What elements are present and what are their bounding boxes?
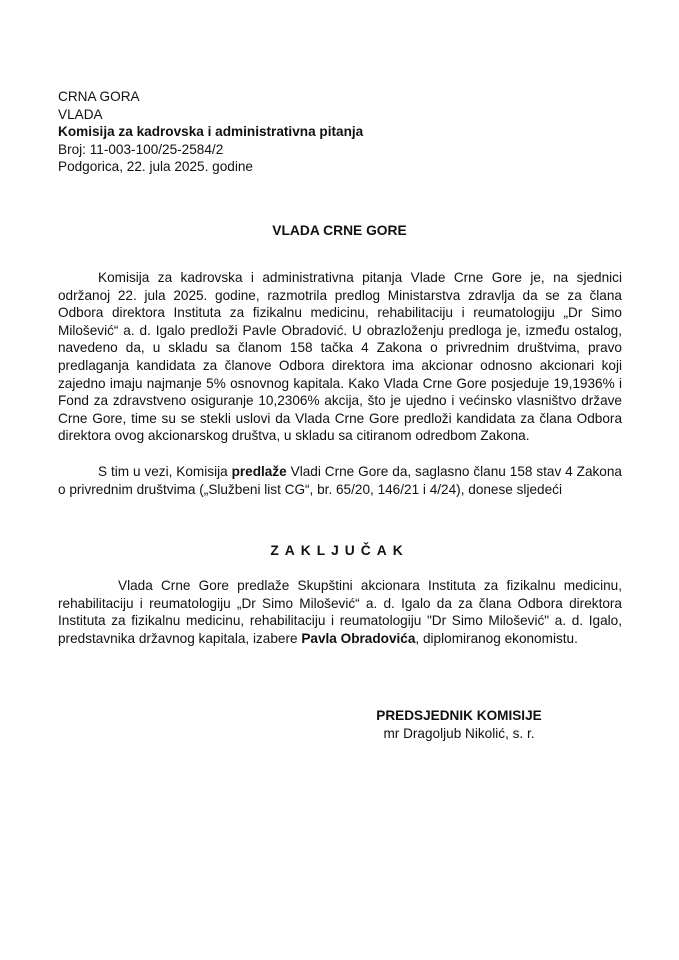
paragraph-proposal-after: Vladi Crne Gore da, saglasno članu 158 stav 4 Zakona o privrednim društvima („Službeni list CG“, br. 65/20, 146/21 i 4/24), donese sljedeći (58, 464, 622, 497)
commission-name: Komisija za kadrovska i administrativna pitanja (58, 124, 364, 139)
paragraph-conclusion-before: Vlada Crne Gore predlaže Skupštini akcionara Instituta za fizikalnu medicinu, rehabilitaciju i reumatologiju „Dr Simo Milošević“ a. d. Igalo da za člana Odbora direktora Instituta za fizikalnu medicinu, rehabilitaciju i reumatologiju "Dr Simo Milošević" a. d. Igalo, predstavnika državnog kapitala, izabere (58, 578, 622, 646)
paragraph-intro: Komisija za kadrovska i administrativna pitanja Vlade Crne Gore je, na sjednici održanoj 22. jula 2025. godine, razmotrila predlog Ministarstva zdravlja da se za člana Odbora direktora Instituta za fizikalnu medicinu, rehabilitaciju i reumatologiju „Dr Simo Milošević“ a. d. Igalo predloži Pavle Obradović. U obrazloženju predloga je, između ostalog, navedeno da, u skladu sa članom 158 tačka 4 Zakona o privrednim društvima, pravo predlaganja kandidata za članove Odbora direktora ima akcionar odnosno akcionari koji zajedno imaju najmanje 5% osnovnog kapitala. Kako Vlada Crne Gore posjeduje 19,1936% i Fond za zdravstveno osiguranje 10,2306% akcija, što je ujedno i većinsko vlasništvo države Crne Gore, time su se stekli uslovi da Vlada Crne Gore predloži kandidata za člana Odbora direktora ovog akcionarskog društva, u skladu sa citiranom odredbom Zakona. (58, 270, 622, 444)
paragraph-proposal-before: S tim u vezi, Komisija (98, 464, 232, 479)
document-header (58, 88, 618, 176)
paragraph-conclusion-bold: Pavla Obradovića (301, 630, 416, 646)
paragraph-conclusion (58, 577, 622, 647)
country-name: CRNA GORA (58, 89, 140, 104)
signature-block (340, 707, 578, 742)
signature-name: mr Dragoljub Nikolić, s. r. (383, 725, 535, 741)
conclusion-title: ZAKLJUČAK (270, 543, 409, 558)
paragraph-proposal-bold: predlaže (231, 464, 287, 479)
paragraph-conclusion-after: , diplomiranog ekonomistu. (415, 630, 578, 646)
signature-role: PREDSJEDNIK KOMISIJE (376, 708, 542, 723)
place-date: Podgorica, 22. jula 2025. godine (58, 159, 253, 174)
paragraph-proposal (58, 463, 622, 498)
government-name: VLADA (58, 106, 103, 122)
document-number: Broj: 11-003-100/25-2584/2 (58, 141, 224, 157)
addressee-title: VLADA CRNE GORE (272, 223, 407, 238)
